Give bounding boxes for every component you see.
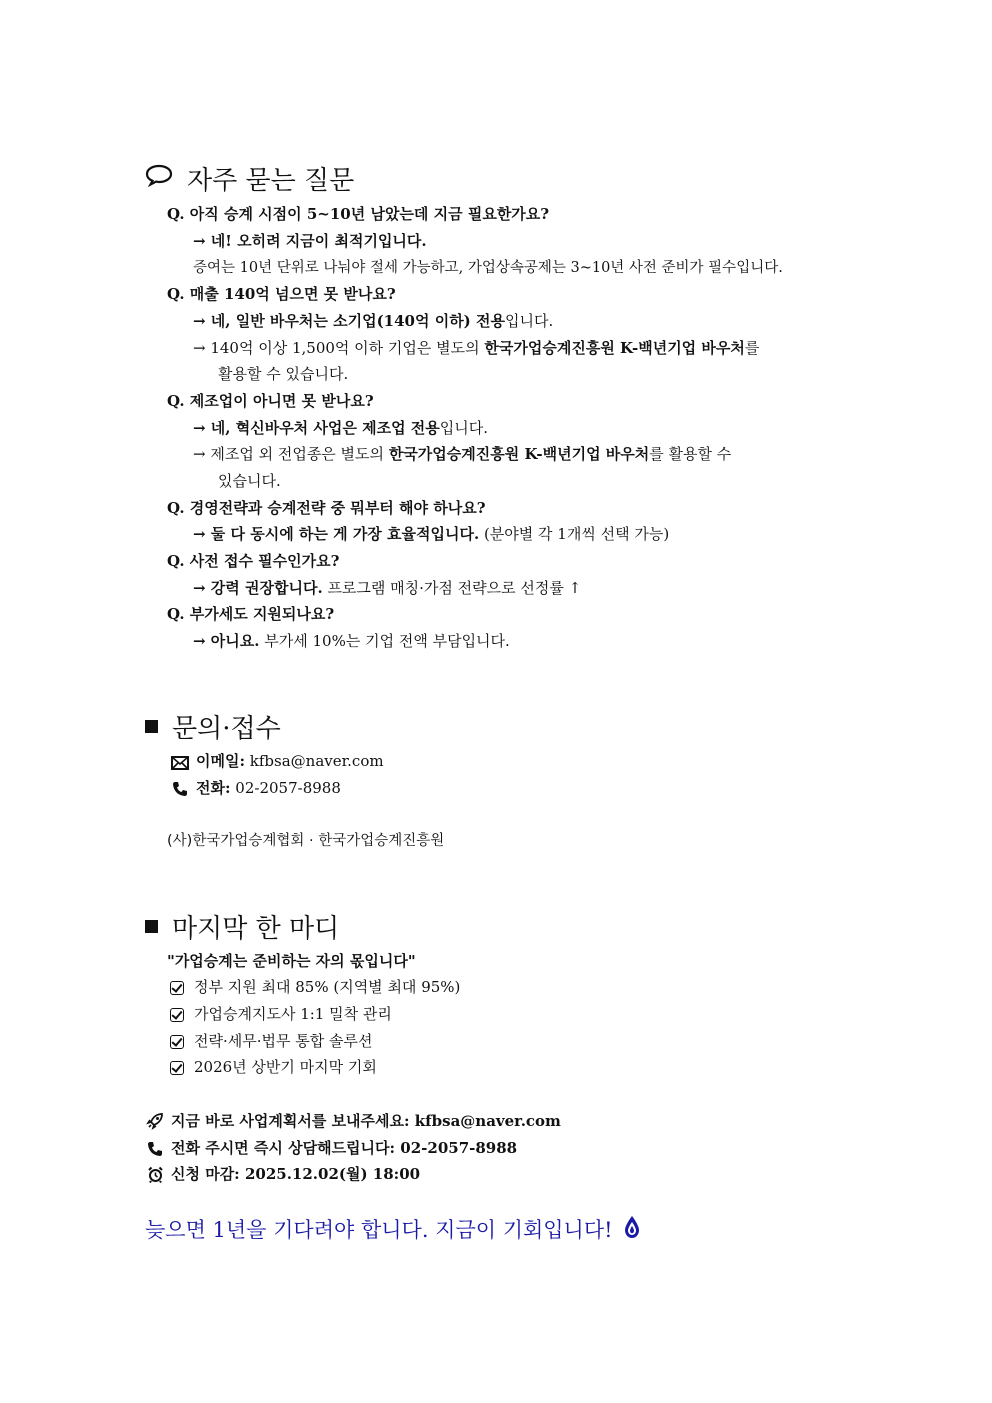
faq-answer: → 둘 다 동시에 하는 게 가장 효율적입니다. (분야별 각 1개씩 선택 가능) [193, 525, 670, 543]
checkbox-icon [170, 1061, 184, 1075]
faq-question: Q. 아직 승계 시점이 5~10년 남았는데 지금 필요한가요? [167, 205, 550, 223]
email-link[interactable]: kfbsa@naver.com [245, 752, 384, 770]
checkbox-icon [170, 981, 184, 995]
faq-answer: → 네, 일반 바우처는 소기업(140억 이하) 전용입니다. [193, 312, 554, 330]
alarm-clock-icon [145, 1165, 165, 1185]
contact-email: 이메일: kfbsa@naver.com [170, 751, 384, 773]
faq-question: Q. 매출 140억 넘으면 못 받나요? [167, 285, 396, 303]
faq-title: 자주 묻는 질문 [187, 166, 355, 196]
contact-title: 문의·접수 [172, 714, 281, 744]
cta-email: 지금 바로 사업계획서를 보내주세요: kfbsa@naver.com [145, 1111, 561, 1131]
closing-title: 마지막 한 마디 [172, 914, 340, 944]
check-item: 정부 지원 최대 85% (지역별 최대 95%) [170, 977, 460, 997]
closing-quote: "가업승계는 준비하는 자의 몫입니다" [167, 952, 416, 970]
check-item: 가업승계지도사 1:1 밀착 관리 [170, 1004, 392, 1024]
cta-phone: 전화 주시면 즉시 상담해드립니다: 02-2057-8988 [145, 1138, 517, 1159]
square-bullet-icon [145, 920, 158, 933]
phone-number[interactable]: 02-2057-8988 [230, 779, 341, 797]
faq-answer-detail: → 140억 이상 1,500억 이하 기업은 별도의 한국가업승계진흥원 K-백년기업 바우처를 [193, 339, 760, 357]
faq-question: Q. 사전 접수 필수인가요? [167, 552, 340, 570]
faq-question: Q. 제조업이 아니면 못 받나요? [167, 392, 374, 410]
contact-heading [145, 708, 281, 745]
faq-question: Q. 경영전략과 승계전략 중 뭐부터 해야 하나요? [167, 499, 486, 517]
faq-answer: → 네, 혁신바우처 사업은 제조업 전용입니다. [193, 419, 489, 437]
cta-deadline: 신청 마감: 2025.12.02(월) 18:00 [145, 1164, 420, 1185]
closing-message: 늦으면 1년을 기다려야 합니다. 지금이 기회입니다! [145, 1214, 641, 1244]
checkbox-icon [170, 1035, 184, 1049]
faq-question: Q. 부가세도 지원되나요? [167, 605, 335, 623]
check-item: 전략·세무·법무 통합 솔루션 [170, 1031, 372, 1051]
faq-answer: → 강력 권장합니다. 프로그램 매칭·가점 전략으로 선정률 ↑ [193, 579, 582, 597]
square-bullet-icon [145, 720, 158, 733]
faq-answer: → 아니요. 부가세 10%는 기업 전액 부담입니다. [193, 632, 510, 650]
droplet-icon [623, 1215, 641, 1244]
faq-heading [145, 160, 354, 197]
speech-bubble-icon [145, 163, 173, 194]
phone-icon [145, 1139, 165, 1159]
checkbox-icon [170, 1008, 184, 1022]
faq-answer-detail: → 제조업 외 전업종은 별도의 한국가업승계진흥원 K-백년기업 바우처를 활용할 수 [193, 445, 732, 463]
closing-heading [145, 908, 339, 945]
phone-number[interactable]: 02-2057-8988 [395, 1139, 518, 1157]
contact-phone: 전화: 02-2057-8988 [170, 778, 341, 799]
envelope-icon [170, 753, 190, 773]
rocket-icon [145, 1111, 165, 1131]
faq-answer-detail: 증여는 10년 단위로 나눠야 절세 가능하고, 가업상속공제는 3~10년 사전 준비가 필수입니다. [193, 260, 783, 276]
faq-answer-detail: 활용할 수 있습니다. [218, 365, 349, 383]
email-link[interactable]: kfbsa@naver.com [409, 1112, 561, 1130]
faq-answer-detail: 있습니다. [218, 472, 281, 490]
faq-answer: → 네! 오히려 지금이 최적기입니다. [193, 232, 427, 250]
check-item: 2026년 상반기 마지막 기회 [170, 1057, 377, 1077]
organization-name: (사)한국가업승계협회 · 한국가업승계진흥원 [167, 833, 445, 849]
phone-icon [170, 779, 190, 799]
